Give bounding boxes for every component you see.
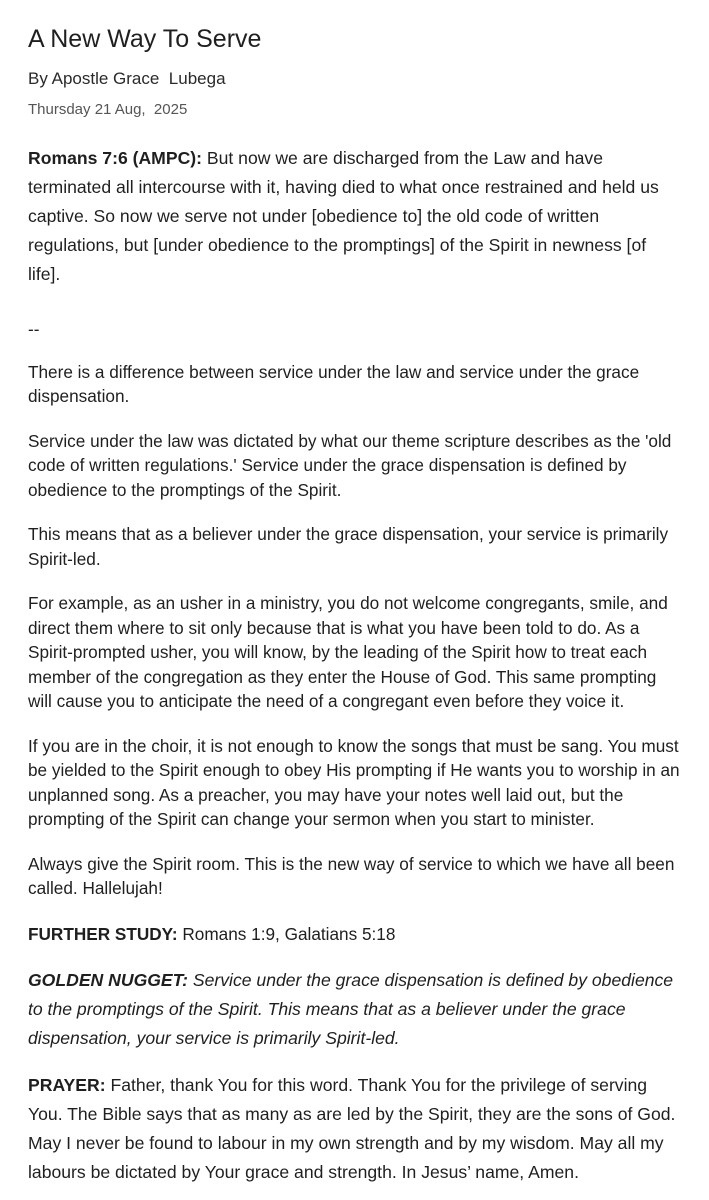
date-line: Thursday 21 Aug, 2025	[28, 101, 188, 118]
paragraph-4: For example, as an usher in a ministry, you do not welcome congregants, smile, and direct them where to sit only because that is what you have been told to do. As a Spirit-prompted usher, you will know, by the leading of the Spirit how to treat each member of the congregation as they enter the House of God. This same prompting will cause you to anticipate the need of a congregant even before they voice it.	[28, 593, 668, 711]
paragraph-2: Service under the law was dictated by what our theme scripture describes as the 'old code of written regulations.' Service under the grace dispensation is defined by obedience to the promptings of the Spirit.	[28, 430, 672, 500]
separator: --	[28, 319, 40, 339]
scripture-text: But now we are discharged from the Law and have terminated all intercourse with it, having died to what once restrained and held us captive. So now we serve not under [obedience to] the old code of written regulations, but [under obedience to the promptings] of the Spirit in newness [of life].	[28, 148, 659, 284]
golden-nugget-text: Service under the grace dispensation is defined by obedience to the promptings of the Spirit. This means that as a believer under the grace dispensation, your service is primarily Spirit-led.	[28, 970, 674, 1048]
paragraph-3: This means that as a believer under the grace dispensation, your service is primarily Spirit-led.	[28, 524, 669, 569]
author-line: By Apostle Grace Lubega	[28, 69, 226, 88]
further-study-label: FURTHER STUDY:	[28, 923, 178, 944]
paragraph-5: If you are in the choir, it is not enough to know the songs that must be sang. You must be yielded to the Spirit enough to obey His prompting if He wants you to worship in an unplanned song. As a preacher, you may have your notes well laid out, but the prompting of the Spirit can change your sermon when you start to minister.	[28, 735, 680, 829]
further-study	[28, 922, 683, 947]
prayer	[28, 1071, 683, 1187]
theme-scripture	[28, 144, 683, 289]
golden-nugget	[28, 966, 683, 1053]
prayer-text: Father, thank You for this word. Thank You for the privilege of serving You. The Bible says that as many as are led by the Spirit, they are the sons of God. May I never be found to labour in my own strength and by my wisdom. May all my labours be dictated by Your grace and strength. In Jesus’ name, Amen.	[28, 1075, 676, 1182]
golden-nugget-label: GOLDEN NUGGET:	[28, 970, 188, 990]
page-title: A New Way To Serve	[28, 25, 262, 53]
prayer-label: PRAYER:	[28, 1075, 106, 1095]
paragraph-1: There is a difference between service under the law and service under the grace dispensation.	[28, 361, 640, 406]
further-study-text: Romans 1:9, Galatians 5:18	[177, 923, 396, 944]
paragraph-6: Always give the Spirit room. This is the new way of service to which we have all been called. Hallelujah!	[28, 853, 675, 898]
scripture-reference: Romans 7:6 (AMPC):	[28, 148, 202, 168]
